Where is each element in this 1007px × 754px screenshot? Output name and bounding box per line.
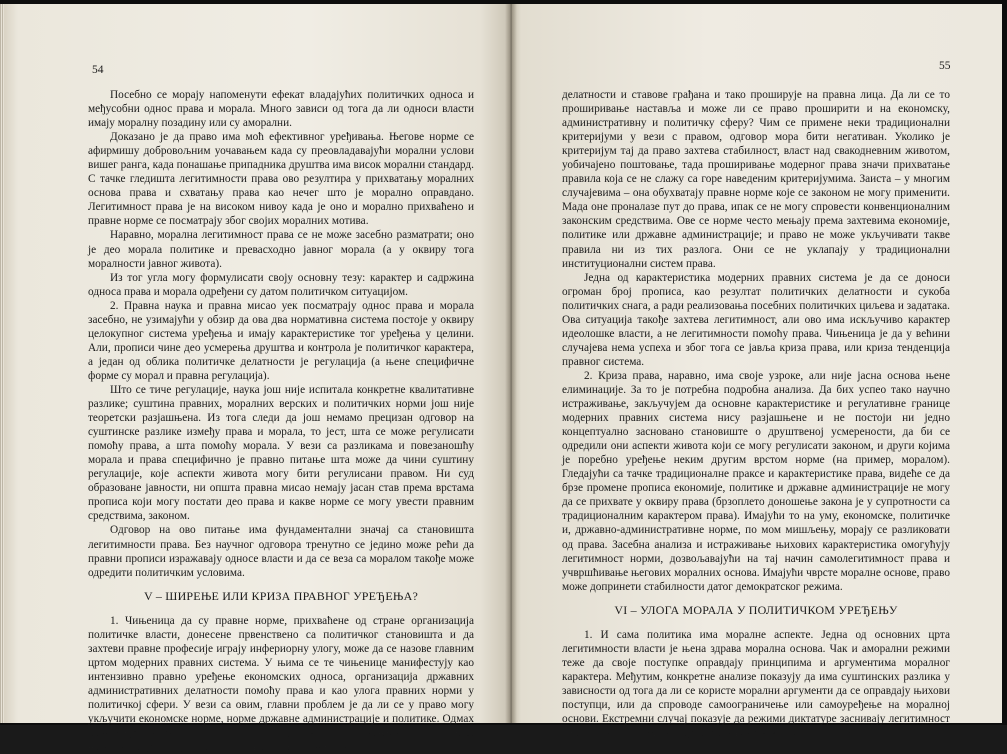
- text-column: [88, 88, 474, 754]
- paragraph: 2. Правна наука и правна мисао уек посматрају однос права и морала засебно, не узимајући у обзир да ова два нормативна система постоје у оквиру целокупног система уређења и имају карактеристике тог уређења у целини. Али, прописи чине део усмерења друштва и контрола је политичког карактера, а један од облика политичке делатности је регулација (а њене специфичне форме су морал и правна регулација).: [88, 299, 474, 382]
- paragraph: 1. И сама политика има моралне аспекте. Једна од основних црта легитимности власти је њена здрава морална основа. Чак и аморални режими теже да своје поступке оправдају принципима и аргументима моралног карактера. Међутим, конкретне анализе показују да има суштинских разлика у зависности од тога да ли се користе морални аргументи да се оправдају њихови поступци, или да спроводе самоограничење или самоуређење на моралној основи. Екстремни случај показује да режими диктатуре заснивају легитимност деспотизма и правдају злоупотребу власти моралним и прав-: [562, 628, 950, 740]
- book-gutter: [505, 4, 517, 723]
- section-heading: V – ШИРЕЊЕ ИЛИ КРИЗА ПРАВНОГ УРЕЂЕЊА?: [144, 588, 418, 603]
- text-column: [562, 88, 950, 740]
- page-number: 55: [939, 60, 951, 72]
- section-heading: VI – УЛОГА МОРАЛА У ПОЛИТИЧКОМ УРЕЂЕЊУ: [614, 602, 898, 617]
- paragraph: Доказано је да право има моћ ефективног уређивања. Његове норме се афирмишу добровољним уочавањем када су преовладавајући морални услови вишег ранга, када понашање припадника друштва има висок морални стандард. С тачке гледишта легитимности права ово резултира у прихватању моралних основа права и схватању права као нечег што је морално оправдано. Легитимност права је на високом нивоу када је оно и морално прихваћено и правне норме се посматрају због својих моралних мотива.: [88, 131, 474, 228]
- paragraph: Наравно, морална легитимност права се не може засебно разматрати; оно је део морала политике и превасходно јавног морала (а у оквиру тога моралности јавног живота).: [88, 229, 474, 270]
- paragraph: 1. Чињеница да су правне норме, прихваћене од стране организација политичке власти, донесене првенствено са политичког становишта и да захтеви правне професије играју инфериорну улогу, може да се назове главним цртом модерних правних система. У њима се те чињенице манифестују као интензивно правно уређење економских односа, организација државних административних делатности помоћу права и као улога правних норми у политичкој сфери. У вези са овим, главни проблем је да ли се у право могу укључити економске норме, норме државне администрације и политике. Одмах се може утврдити да, уколико се право тумачи на традиционалан начин, оне се не могу укључити, јер се право првенствено усмерава на: [88, 614, 474, 754]
- right-page: [511, 4, 1002, 740]
- paragraph: Једна од карактеристика модерних правних система је да се доноси огроман број прописа, као резултат политичких делатности и сукоба политичких снага, а ради реализовања посебних политичких циљева и задатака. Ова ситуација такође захтева легитимност, али ово има искључиво карактер идеолошке власти, а не легитимности помоћу права. Чињеница је да у већини случајева нема успеха и због тога се јавља криза права, или криза тенденција правног система.: [562, 271, 950, 368]
- paragraph: Посебно се морају напоменути ефекат владајућих политичких односа и међусобни однос права и морала. Много зависи од тога да ли односи власти имају моралну позадину или су аморални.: [88, 89, 474, 130]
- page-number: 54: [92, 64, 104, 76]
- paragraph: 2. Криза права, наравно, има своје узроке, али није јасна основа њене елиминације. За то је потребна подробна анализа. Да бих успео тако научно истраживање, закључујем да основне карактеристике и регулативне границе модерних правних система нису разјашњене и не постоји ни једно концептуално засновано становиште о друштвеној усмерености, да би се одредили они аспекти живота који се могу регулисати законом, и други којима је поребно уређење неким другим врстом норме (на пример, моралом). Гледајући са тачке традиционалне праксе и карактеристике права, видеће се да брзе промене прописа економије, политике и државне администрације не могу да се прихвате у оквиру права (брзоплето доношење закона је у супротности са традиционалним карактером права). Имајући то на уму, економске, политичке и, државно-административне норме, по мом мишљењу, морају се разликовати од права. Засебна анализа и истраживање њихових карактеристика омогућују легитимност норми, дозвољавајући на тај начин самолегитимност права и учвршћивање његових моралних основа. Имајући чврсте моралне основе, право може допринети стабилности датог демократског режима.: [562, 369, 950, 593]
- paragraph: Одговор на ово питање има фундаментални значај са становишта легитимности права. Без научног одговора тренутно се једино може рећи да правни прописи изражавају односе власти и да се веза са моралом такође може одредити политичким условима.: [88, 524, 474, 579]
- left-page: [4, 4, 511, 754]
- paragraph: Из тог угла могу формулисати своју основну тезу: карактер и садржина односа права и морала одређени су датом политичком ситуацијом.: [88, 271, 474, 298]
- paragraph: делатности и ставове грађана и тако проширује на правна лица. Да ли се то проширивање наставља и може ли се право проширити и на економску, административну и политичку сферу? Чим се примене неки традиционални критеријуми у вези с правом, одговор мора бити негативан. Уколико је критеријум тај да право захтева стабилност, власт над свакодневним животом, уобичајено поштовање, тада проширивање модерног права значи прихватање правила која се не слажу са горе наведеним критеријумима. Заиста – у многим случајевима – она обухватају правне норме које се законом не могу применити. Мада оне проналазе пут до права, ипак се не могу спровести конвенционалним законским средствима. Ове се норме често мењају према захтевима економије, политике или државне администрације; и право не може укључивати такве правила ни из тих разлога. Они се не уклапају у традиционални институционални систем права.: [562, 89, 950, 270]
- paragraph: Што се тиче регулације, наука још није испитала конкретне квалитативне разлике; суштина правних, моралних верских и политичких норми још није теоретски разјашњена. Из тога следи да још немамо прецизан одговор на суштинске разлике између права и морала, то јест, шта се може регулисати помоћу права, а шта помоћу морала. У вези са разликама и повезаношћу морала и права специфично је правно питање шта може да чини суштину регулације, које аспекти живота могу бити регулисани правом. Ни суд образоване јавности, ни општа правна мисао немају јасан став према врстама прописа који могу постати део права и какве норме се могу увести правним средствима, законом.: [88, 383, 474, 523]
